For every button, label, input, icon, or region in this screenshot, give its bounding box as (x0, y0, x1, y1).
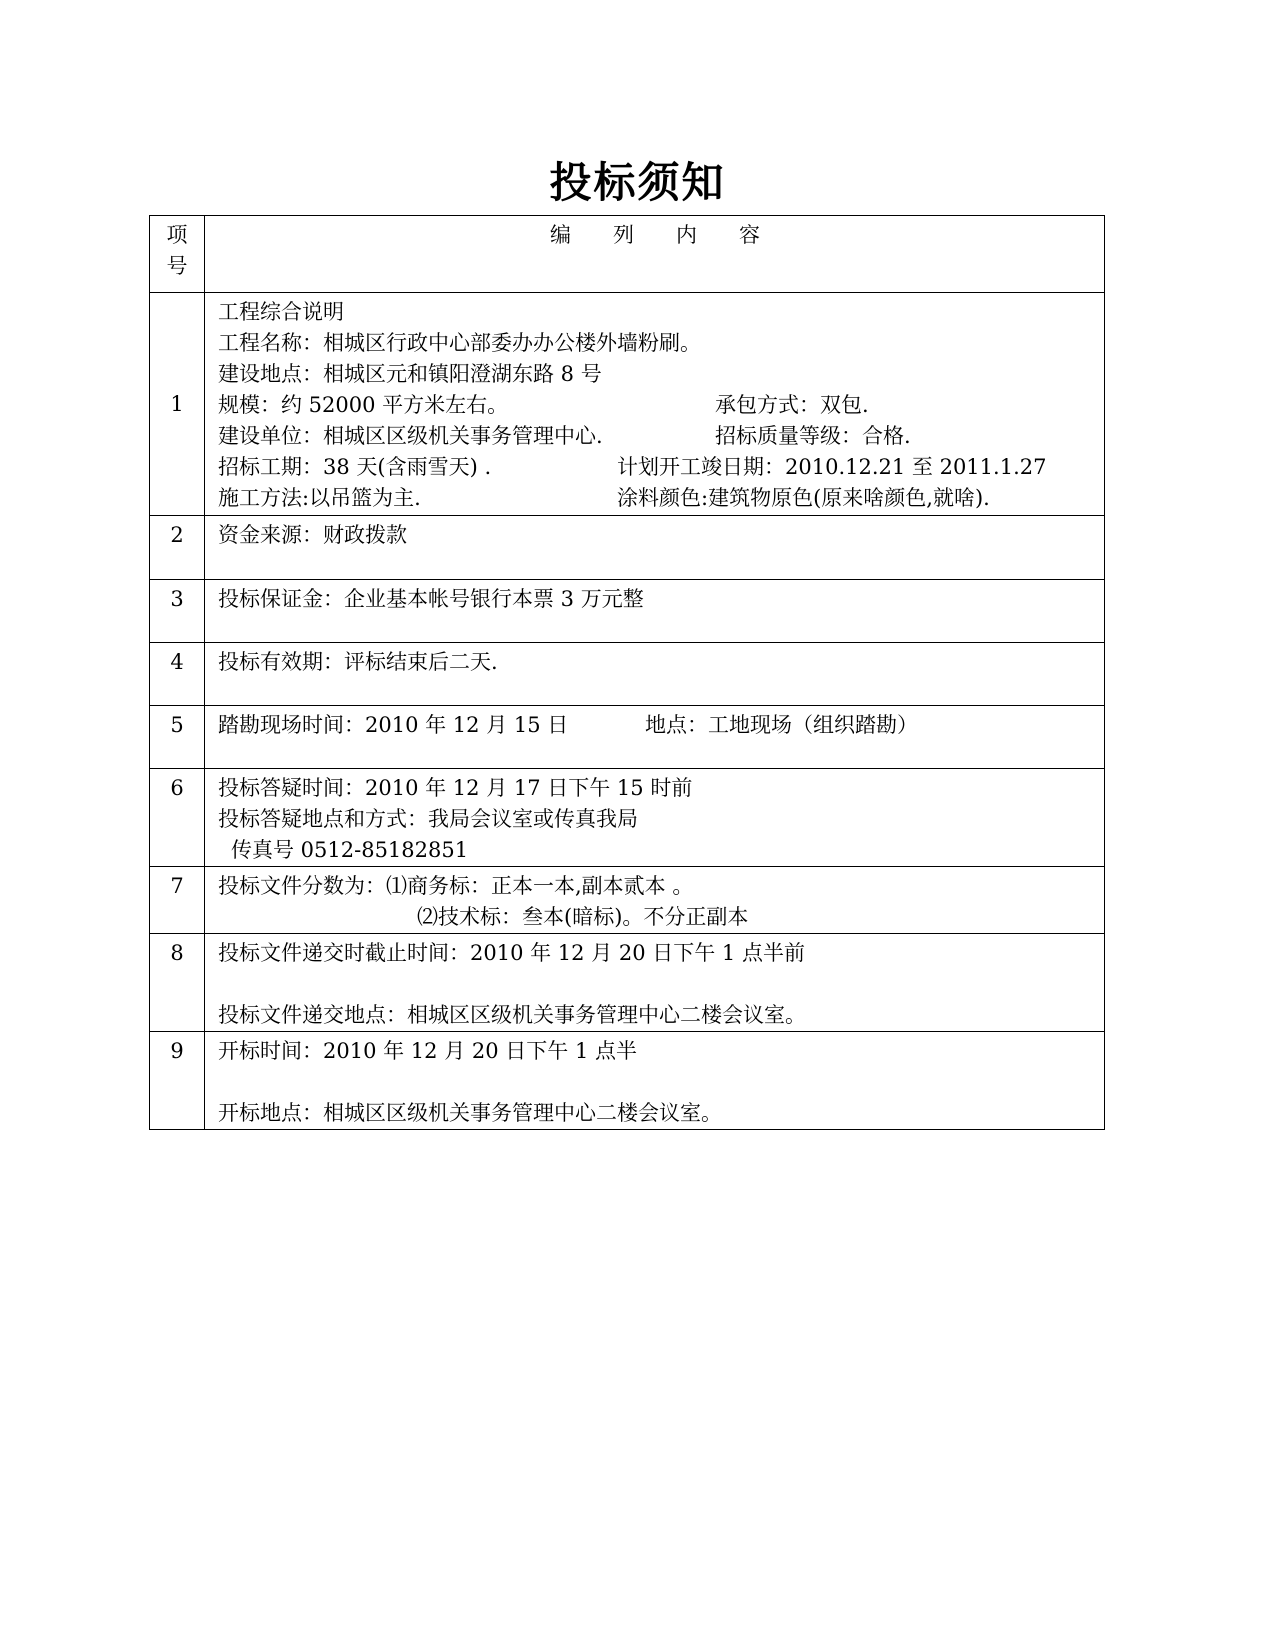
row-num (150, 1032, 205, 1130)
project-scale: 规模：约 52000 平方米左右。 (218, 393, 509, 417)
row-content (205, 580, 1105, 643)
document-title: 投标须知 (549, 158, 726, 207)
tender-period: 招标工期：38 天(含雨雪天) . (218, 455, 492, 479)
period-schedule-line (218, 452, 1092, 483)
submission-deadline: 投标文件递交时截止时间：2010 年 12 月 20 日下午 1 点半前 (218, 941, 805, 965)
header-num-line1: 项 (166, 223, 188, 247)
spacer (218, 969, 1092, 1000)
row-num (150, 769, 205, 867)
table-row (150, 769, 1105, 867)
row-content (205, 769, 1105, 867)
row-content (205, 516, 1105, 580)
construction-method: 施工方法:以吊篮为主. (218, 486, 421, 510)
table-row (150, 867, 1105, 934)
row-num (150, 516, 205, 580)
row-num-text: 3 (170, 587, 184, 611)
header-content-label: 编 列 内 容 (550, 223, 760, 247)
row-num-text: 5 (170, 713, 184, 737)
row-num (150, 706, 205, 769)
header-num-cell (150, 216, 205, 293)
bid-validity: 投标有效期：评标结束后二天. (218, 650, 498, 674)
row-num (150, 643, 205, 706)
bid-bond: 投标保证金：企业基本帐号银行本票 3 万元整 (218, 587, 644, 611)
bid-copies-technical: ⑵技术标：叁本(暗标)。不分正副本 (417, 905, 749, 929)
opening-place: 开标地点：相城区区级机关事务管理中心二楼会议室。 (218, 1101, 722, 1125)
row-content (205, 293, 1105, 516)
unit-quality-line (218, 421, 1092, 452)
project-location: 建设地点：相城区元和镇阳澄湖东路 8 号 (218, 362, 602, 386)
table-header-row (150, 216, 1105, 293)
row-num-text: 9 (170, 1039, 184, 1063)
row-num-text: 6 (170, 776, 184, 800)
row-num (150, 580, 205, 643)
project-heading: 工程综合说明 (218, 300, 344, 324)
table-row (150, 293, 1105, 516)
table-row (150, 1032, 1105, 1130)
header-content-cell (205, 216, 1105, 293)
row-num-text: 8 (170, 941, 184, 965)
bid-copies-commercial: 投标文件分数为：⑴商务标：正本一本,副本贰本 。 (218, 874, 694, 898)
table-row (150, 516, 1105, 580)
planned-schedule: 计划开工竣日期：2010.12.21 至 2011.1.27 (617, 455, 1047, 479)
scale-contract-line (218, 390, 1092, 421)
method-color-line (218, 483, 1092, 514)
site-visit-line (218, 710, 1092, 741)
row-content (205, 867, 1105, 934)
row-content (205, 706, 1105, 769)
table-row (150, 934, 1105, 1032)
row-num (150, 867, 205, 934)
row-num-text: 2 (170, 523, 184, 547)
fax-number: 传真号 0512-85182851 (231, 838, 469, 862)
funding-source: 资金来源：财政拨款 (218, 523, 407, 547)
quality-level: 招标质量等级：合格. (715, 424, 911, 448)
row-num-text: 1 (170, 391, 184, 416)
row-num-text: 4 (170, 650, 184, 674)
header-num-line2: 号 (166, 254, 188, 278)
qa-time: 投标答疑时间：2010 年 12 月 17 日下午 15 时前 (218, 776, 693, 800)
row-num (150, 934, 205, 1032)
table-row (150, 706, 1105, 769)
site-visit-time: 踏勘现场时间：2010 年 12 月 15 日 (218, 713, 569, 737)
site-visit-place: 地点：工地现场（组织踏勘） (645, 713, 918, 737)
spacer (218, 1067, 1092, 1098)
contract-type: 承包方式：双包. (715, 393, 869, 417)
notice-table (149, 215, 1105, 1130)
paint-color: 涂料颜色:建筑物原色(原来啥颜色,就啥). (617, 486, 990, 510)
table-row (150, 580, 1105, 643)
table-row (150, 643, 1105, 706)
qa-place-method: 投标答疑地点和方式：我局会议室或传真我局 (218, 807, 638, 831)
construction-unit: 建设单位：相城区区级机关事务管理中心. (218, 424, 603, 448)
row-content (205, 934, 1105, 1032)
row-num (150, 293, 205, 516)
project-name: 工程名称：相城区行政中心部委办办公楼外墙粉刷。 (218, 331, 701, 355)
submission-place: 投标文件递交地点：相城区区级机关事务管理中心二楼会议室。 (218, 1003, 806, 1027)
row-content (205, 1032, 1105, 1130)
row-content (205, 643, 1105, 706)
row-num-text: 7 (170, 874, 184, 898)
opening-time: 开标时间：2010 年 12 月 20 日下午 1 点半 (218, 1039, 637, 1063)
